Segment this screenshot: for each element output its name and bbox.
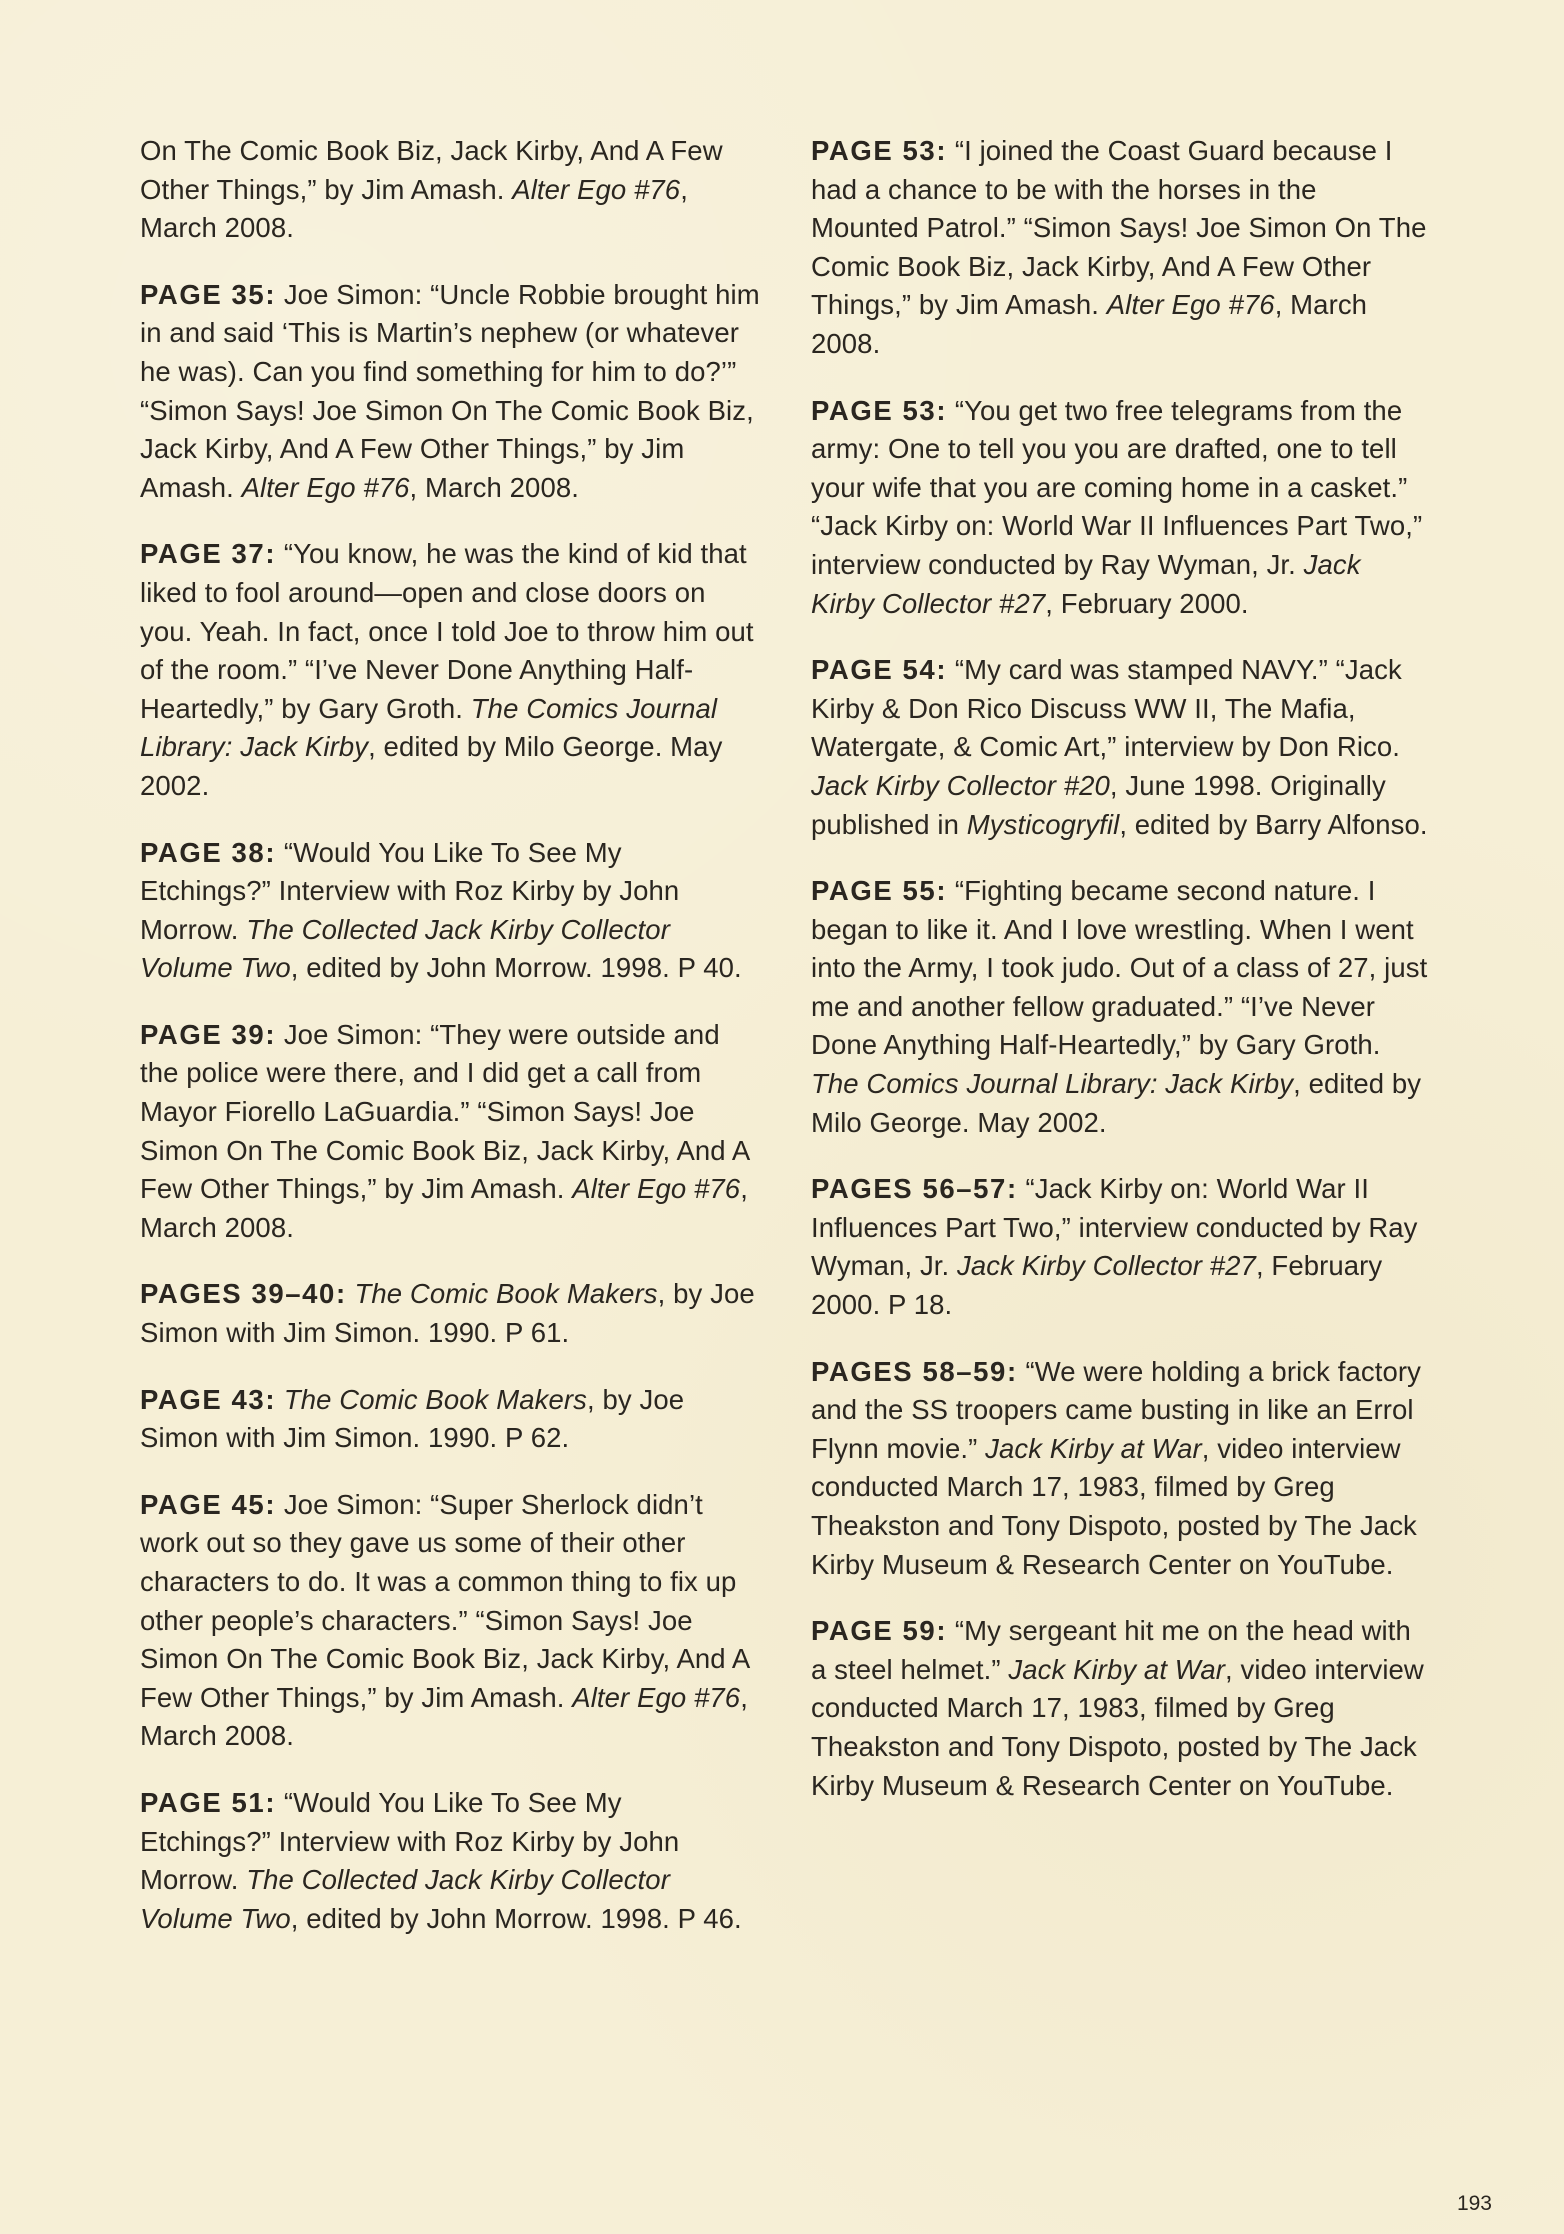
note-text: , June 1998. Originally published in	[811, 769, 1386, 840]
note-title: Jack Kirby at War	[1008, 1653, 1226, 1685]
note-title: The Comic Book Makers	[354, 1278, 658, 1310]
note-text	[276, 1384, 284, 1415]
note-page-label: PAGE 59:	[811, 1615, 948, 1647]
note-entry	[811, 1612, 1431, 1805]
note-entry	[811, 872, 1431, 1142]
note-text: , video interview conducted March 17, 1983, filmed by Greg Theakston and Tony Dispoto, posted by The Jack Kirby Museum & Research Center on YouTube.	[811, 1653, 1424, 1801]
note-title: Mysticogryfil	[966, 808, 1120, 840]
note-text: , edited by John Morrow. 1998. P 46.	[290, 1902, 742, 1934]
note-title: Alter Ego #76	[572, 1173, 741, 1205]
note-text: On The Comic Book Biz, Jack Kirby, And A Few Other Things,” by Jim Amash.	[140, 135, 723, 205]
note-text: “You get two free telegrams from the army: One to tell you you are drafted, one to tell your wife that you are coming home in a casket.” “Jack Kirby on: World War II Influences Part Two,” interview conducted by Ray Wyman, Jr.	[811, 394, 1423, 580]
note-title: The Comics Journal Library: Jack Kirby	[140, 692, 718, 763]
note-text: Joe Simon: “Super Sherlock didn’t work out so they gave us some of their other characters to do. It was a common thing to fix up other people’s characters.” “Simon Says! Joe Simon On The Comic Book Biz, Jack Kirby, And A Few Other Things,” by Jim Amash.	[140, 1488, 749, 1713]
note-text: , by Joe Simon with Jim Simon. 1990. P 61.	[140, 1278, 755, 1349]
note-text: “My card was stamped NAVY.” “Jack Kirby & Don Rico Discuss WW II, The Mafia, Watergate, & Comic Art,” interview by Don Rico.	[811, 654, 1402, 763]
note-page-label: PAGE 51:	[140, 1786, 277, 1818]
note-text: Joe Simon: “They were outside and the police were there, and I did get a call from Mayor Fiorello LaGuardia.” “Simon Says! Joe Simon On The Comic Book Biz, Jack Kirby, And A Few Other Things,” by Jim Amash.	[140, 1018, 749, 1205]
note-text: Joe Simon: “Uncle Robbie brought him in and said ‘This is Martin’s nephew (or whatever he was). Can you find something for him to do?’” “Simon Says! Joe Simon On The Comic Book Biz, Jack Kirby, And A Few Other Things,” by Jim Amash.	[140, 278, 760, 503]
left-notes-column	[140, 132, 760, 1966]
page-number: 193	[1456, 2192, 1492, 2215]
note-page-label: PAGE 53:	[811, 135, 948, 166]
note-entry	[140, 132, 760, 248]
note-page-label: PAGES 39–40:	[140, 1278, 347, 1310]
note-page-label: PAGE 55:	[811, 875, 948, 907]
note-text: , edited by Milo George. May 2002.	[811, 1068, 1422, 1138]
note-text: , edited by Milo George. May 2002.	[140, 731, 723, 801]
note-text: , March 2008.	[140, 173, 688, 244]
note-text: “Would You Like To See My Etchings?” Interview with Roz Kirby by John Morrow.	[140, 1786, 680, 1896]
note-text: “Fighting became second nature. I began to like it. And I love wrestling. When I went into the Army, I took judo. Out of a class of 27, just me and another fellow graduated.” “I’ve Never Done Anything Half-Heartedly,” by Gary Groth.	[811, 875, 1428, 1061]
note-entry	[811, 651, 1431, 844]
note-title: Alter Ego #76	[241, 471, 410, 503]
note-text: , edited by John Morrow. 1998. P 40.	[290, 952, 742, 984]
note-page-label: PAGE 53:	[811, 394, 948, 426]
note-page-label: PAGE 35:	[140, 278, 277, 310]
note-entry	[140, 276, 760, 508]
note-title: Jack Kirby at War	[985, 1432, 1202, 1464]
note-text: “Jack Kirby on: World War II Influences Part Two,” interview conducted by Ray Wyman, Jr.	[811, 1173, 1418, 1282]
note-text: “I joined the Coast Guard because I had a chance to be with the horses in the Mounted Patrol.” “Simon Says! Joe Simon On The Comic Book Biz, Jack Kirby, And A Few Other Things,” by Jim Amash.	[811, 135, 1427, 321]
note-text: , March 2008.	[140, 1173, 748, 1243]
note-text: , February 2000.	[1045, 587, 1249, 619]
note-page-label: PAGES 56–57:	[811, 1173, 1018, 1205]
note-entry	[140, 834, 760, 988]
note-page-label: PAGE 37:	[140, 538, 277, 570]
note-entry	[811, 1170, 1431, 1324]
note-entry	[140, 1275, 760, 1352]
note-entry	[140, 1486, 760, 1756]
note-page-label: PAGE 54:	[811, 654, 948, 686]
note-text: , by Joe Simon with Jim Simon. 1990. P 62.	[140, 1383, 685, 1454]
note-entry	[811, 392, 1431, 624]
note-entry	[140, 535, 760, 805]
right-notes-column	[811, 132, 1431, 1833]
note-text: , video interview conducted March 17, 1983, filmed by Greg Theakston and Tony Dispoto, posted by The Jack Kirby Museum & Research Center on YouTube.	[811, 1432, 1417, 1580]
note-title: The Comic Book Makers	[283, 1383, 588, 1415]
note-title: The Collected Jack Kirby Collector Volume Two	[140, 1864, 670, 1934]
note-text: , March 2008.	[140, 1681, 748, 1752]
note-entry	[811, 1353, 1431, 1585]
note-title: Alter Ego #76	[1106, 289, 1275, 321]
note-page-label: PAGE 39:	[140, 1018, 277, 1050]
note-title: Jack Kirby Collector #20	[811, 769, 1110, 801]
note-text: “Would You Like To See My Etchings?” Interview with Roz Kirby by John Morrow.	[140, 836, 680, 945]
note-title: Alter Ego #76	[512, 173, 681, 205]
note-text: “We were holding a brick factory and the SS troopers came busting in like an Errol Flynn movie.”	[811, 1355, 1421, 1464]
note-page-label: PAGE 38:	[140, 836, 277, 868]
note-text: , March 2008.	[409, 471, 579, 503]
note-page-label: PAGES 58–59:	[811, 1355, 1018, 1387]
note-entry	[140, 1784, 760, 1938]
note-entry	[140, 1016, 760, 1248]
note-text: “You know, he was the kind of kid that liked to fool around—open and close doors on you. Yeah. In fact, once I told Joe to throw him out of the room.” “I’ve Never Done Anything Half-Heartedly,” by Gary Groth.	[140, 538, 754, 724]
note-text: , edited by Barry Alfonso.	[1119, 808, 1428, 840]
note-entry	[811, 132, 1431, 364]
note-title: Jack Kirby Collector #27	[811, 548, 1361, 619]
note-text: “My sergeant hit me on the head with a steel helmet.”	[811, 1615, 1411, 1685]
note-page-label: PAGE 45:	[140, 1488, 277, 1520]
note-page-label: PAGE 43:	[140, 1383, 277, 1415]
note-title: Alter Ego #76	[572, 1681, 741, 1713]
note-title: The Collected Jack Kirby Collector Volume Two	[140, 913, 670, 984]
note-entry	[140, 1381, 760, 1458]
note-text: , February 2000. P 18.	[811, 1250, 1383, 1321]
note-title: The Comics Journal Library: Jack Kirby	[811, 1068, 1294, 1100]
note-text: , March 2008.	[811, 289, 1368, 359]
note-title: Jack Kirby Collector #27	[957, 1250, 1256, 1282]
